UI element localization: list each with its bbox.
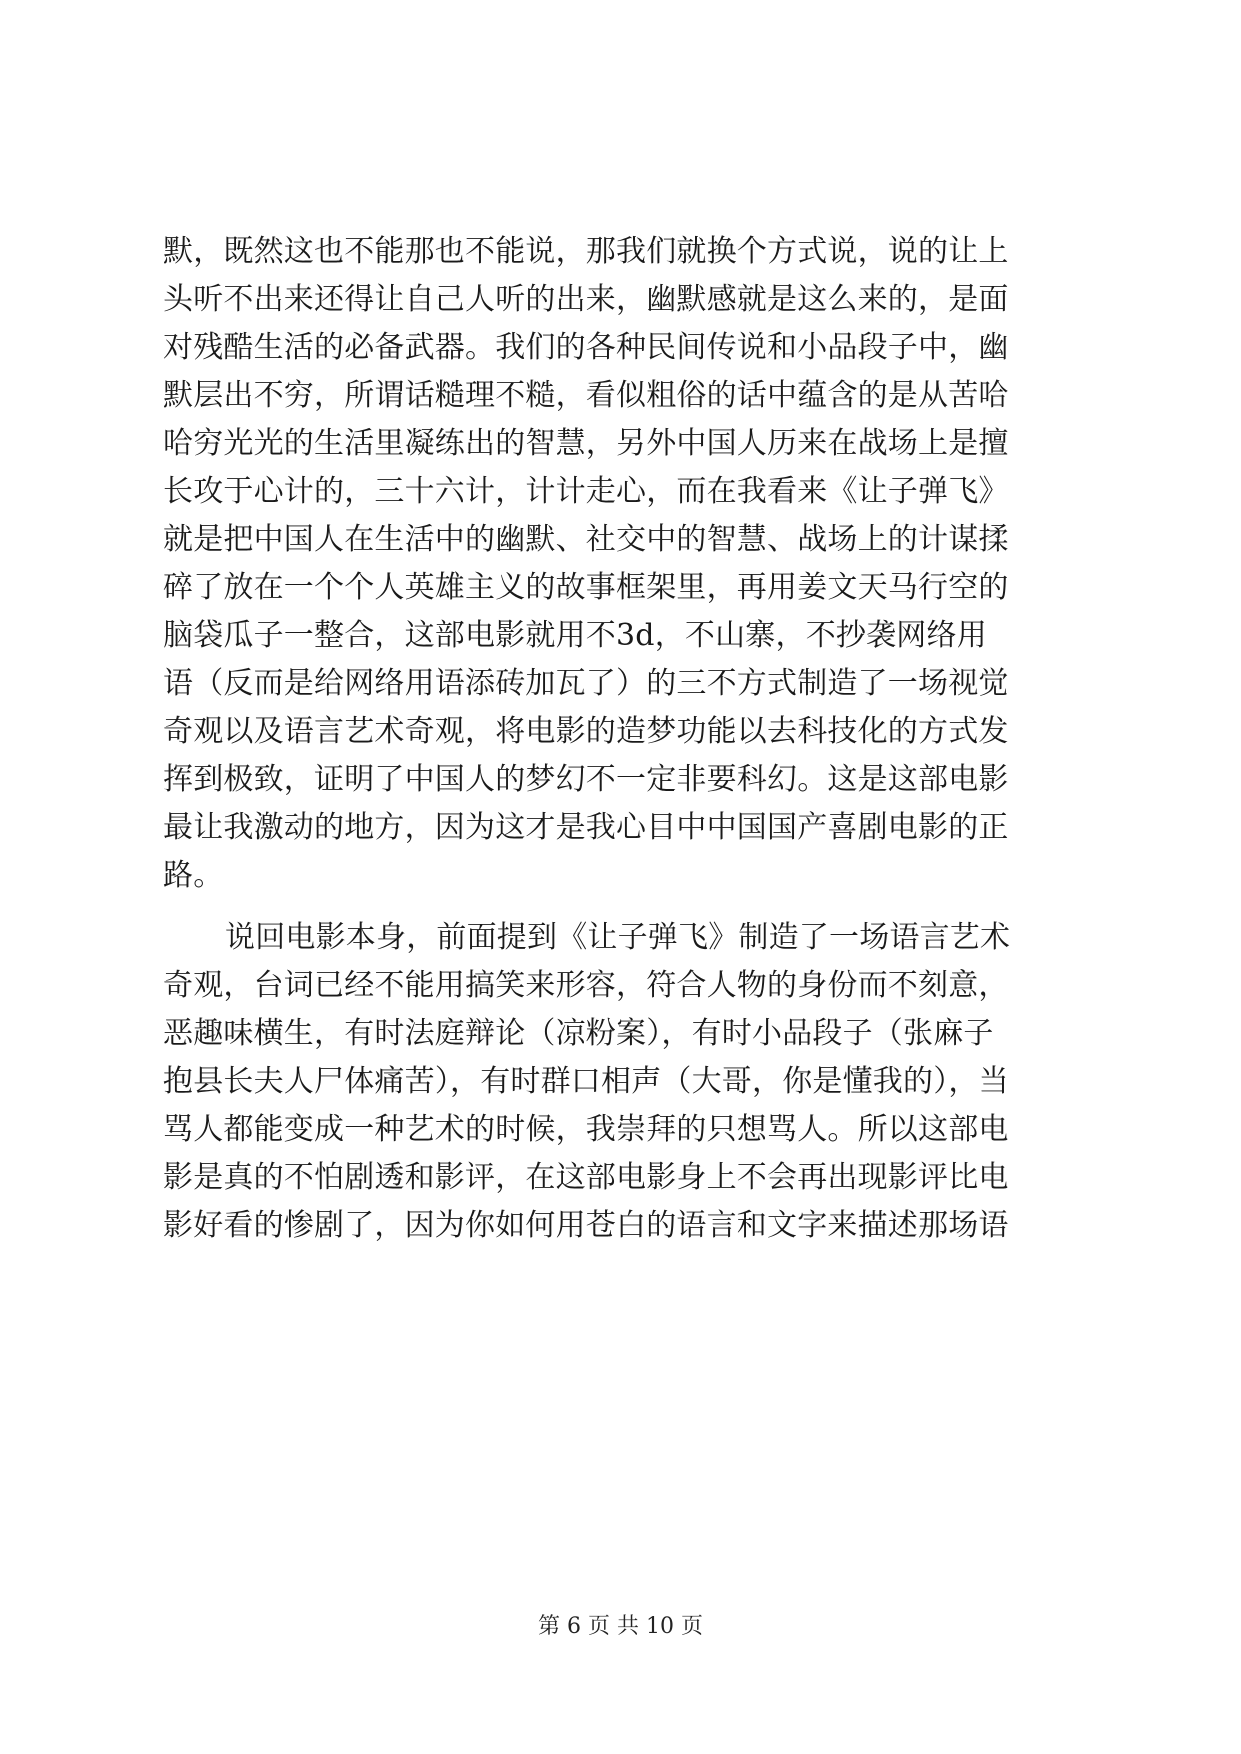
text-line: 头听不出来还得让自己人听的出来，幽默感就是这么来的，是面 [163,282,1009,317]
text-line: 长攻于心计的，三十六计，计计走心，而在我看来《让子弹飞》 [163,474,1009,509]
text-line: 奇观以及语言艺术奇观，将电影的造梦功能以去科技化的方式发 [163,714,1009,749]
body-text [163,228,1083,1250]
text-line: 路。 [163,858,224,893]
text-line: 最让我激动的地方，因为这才是我心目中中国国产喜剧电影的正 [163,810,1009,845]
text-line: 骂人都能变成一种艺术的时候，我崇拜的只想骂人。所以这部电 [163,1112,1009,1147]
text-line: 碎了放在一个个人英雄主义的故事框架里，再用姜文天马行空的 [163,570,1009,605]
text-line: 哈穷光光的生活里凝练出的智慧，另外中国人历来在战场上是擅 [163,426,1009,461]
text-line: 默层出不穷，所谓话糙理不糙，看似粗俗的话中蕴含的是从苦哈 [163,378,1009,413]
paragraph-2 [163,914,1083,1250]
paragraph-1 [163,228,1083,900]
text-line: 抱县长夫人尸体痛苦），有时群口相声（大哥，你是懂我的），当 [163,1064,1009,1099]
text-line: 语（反而是给网络用语添砖加瓦了）的三不方式制造了一场视觉 [163,666,1009,701]
paragraph-spacer [163,900,1083,914]
text-line: 恶趣味横生，有时法庭辩论（凉粉案），有时小品段子（张麻子 [163,1016,994,1051]
text-line: 挥到极致，证明了中国人的梦幻不一定非要科幻。这是这部电影 [163,762,1009,797]
page-footer: 第 6 页 共 10 页 [538,1614,703,1639]
text-line: 默，既然这也不能那也不能说，那我们就换个方式说，说的让上 [163,234,1009,269]
text-line: 就是把中国人在生活中的幽默、社交中的智慧、战场上的计谋揉 [163,522,1009,557]
text-line: 脑袋瓜子一整合，这部电影就用不3d，不山寨，不抄袭网络用 [163,618,987,653]
text-line: 影好看的惨剧了，因为你如何用苍白的语言和文字来描述那场语 [163,1208,1009,1243]
text-line: 奇观，台词已经不能用搞笑来形容，符合人物的身份而不刻意， [163,968,1009,1003]
text-line: 对残酷生活的必备武器。我们的各种民间传说和小品段子中，幽 [163,330,1009,365]
text-line: 说回电影本身，前面提到《让子弹飞》制造了一场语言艺术 [225,920,1011,955]
text-line: 影是真的不怕剧透和影评，在这部电影身上不会再出现影评比电 [163,1160,1009,1195]
